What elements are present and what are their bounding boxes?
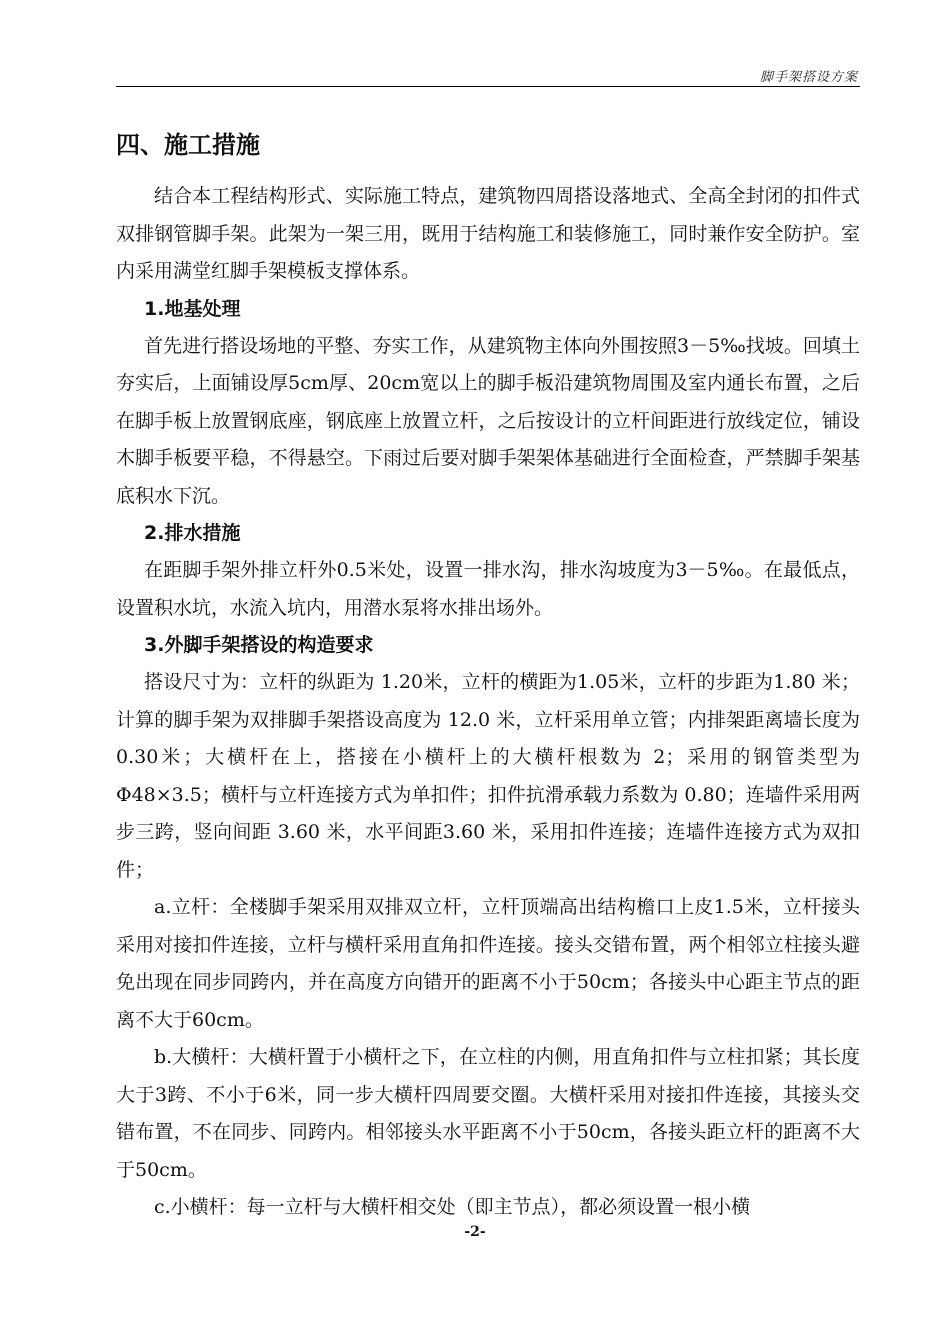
header-divider [116, 86, 860, 87]
item-c-paragraph: c.小横杆：每一立杆与大横杆相交处（即主节点），都必须设置一根小横 [154, 1196, 751, 1218]
page-number: -2- [464, 1224, 486, 1240]
header-title: 脚手架搭设方案 [759, 70, 858, 85]
item-a-paragraph: a.立杆：全楼脚手架采用双排双立杆，立杆顶端高出结构檐口上皮1.5米，立杆接头采用对接扣件连接，立杆与横杆采用直角扣件连接。接头交错布置，两个相邻立柱接头避免出现在同步同跨内，并在高度方向错开的距离不小于50cm；各接头中心距主节点的距离不大于60cm。 [116, 896, 860, 1031]
section-title: 四、施工措施 [116, 131, 260, 159]
subsection-3-text: 搭设尺寸为：立杆的纵距为 1.20米，立杆的横距为1.05米，立杆的步距为1.80 米；计算的脚手架为双排脚手架搭设高度为 12.0 米，立杆采用单立管；内排架距离墙长度为0.30米；大横杆在上，搭接在小横杆上的大横杆根数为 2；采用的钢管类型为 Φ48×3.5；横杆与立杆连接方式为单扣件；扣件抗滑承载力系数为 0.80；连墙件采用两步三跨，竖向间距 3.60 米，水平间距3.60 米，采用扣件连接；连墙件连接方式为双扣件； [116, 671, 860, 881]
subsection-2-text: 在距脚手架外排立杆外0.5米处，设置一排水沟，排水沟坡度为3－5‰。在最低点，设置积水坑，水流入坑内，用潜水泵将水排出场外。 [116, 559, 860, 619]
subsection-1-text: 首先进行搭设场地的平整、夯实工作，从建筑物主体向外围按照3－5‰找坡。回填土夯实后，上面铺设厚5cm厚、20cm宽以上的脚手板沿建筑物周围及室内通长布置，之后在脚手板上放置钢底座，钢底座上放置立杆，之后按设计的立杆间距进行放线定位，铺设木脚手板要平稳，不得悬空。下雨过后要对脚手架架体基础进行全面检查，严禁脚手架基底积水下沉。 [116, 334, 860, 507]
intro-paragraph: 结合本工程结构形式、实际施工特点，建筑物四周搭设落地式、全高全封闭的扣件式双排钢管脚手架。此架为一架三用，既用于结构施工和装修施工，同时兼作安全防护。室内采用满堂红脚手架模板支撑体系。 [116, 185, 860, 282]
subsection-1-title: 1.地基处理 [144, 297, 241, 320]
document-body [116, 128, 860, 1227]
item-b-paragraph: b.大横杆：大横杆置于小横杆之下，在立柱的内侧，用直角扣件与立柱扣紧；其长度大于3跨、不小于6米，同一步大横杆四周要交圈。大横杆采用对接扣件连接，其接头交错布置，不在同步、同跨内。相邻接头水平距离不小于50cm，各接头距立杆的距离不大于50cm。 [116, 1046, 860, 1181]
subsection-2-title: 2.排水措施 [144, 522, 241, 544]
subsection-3-title: 3.外脚手架搭设的构造要求 [144, 634, 374, 656]
